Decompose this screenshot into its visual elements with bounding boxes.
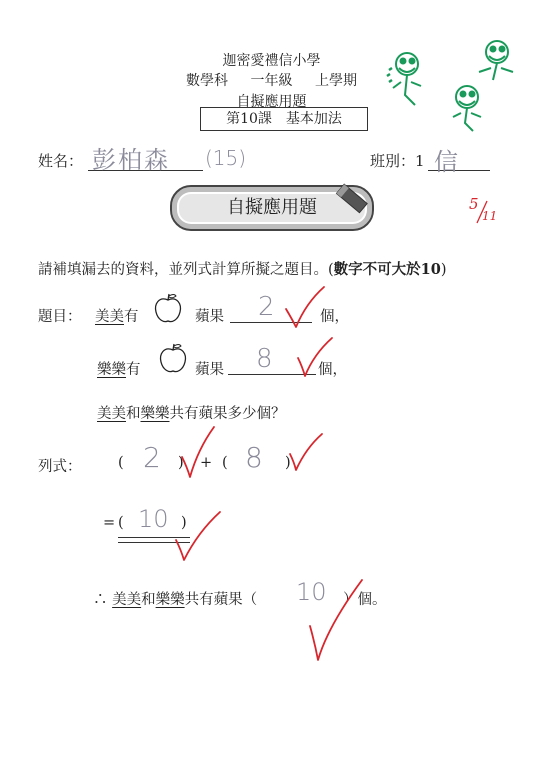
result: 10 <box>138 505 169 533</box>
score-total: 11 <box>482 209 498 223</box>
conclusion-answer: 10 <box>296 578 327 606</box>
has-text: 有 <box>124 309 139 325</box>
name-label: 姓名： <box>38 152 84 170</box>
has-text: 有 <box>126 362 141 378</box>
question-line-1 <box>95 305 139 326</box>
plus-sign: + <box>200 455 213 471</box>
paren-close: ) <box>285 455 291 471</box>
unit-text: 個， <box>318 362 347 378</box>
equation-label: 列式： <box>38 459 82 475</box>
grade: 一年級 <box>250 73 293 89</box>
check-mark-icon <box>178 425 220 481</box>
instruction-text: 請補填漏去的資料，並列式計算所擬之題目。( <box>38 262 334 278</box>
check-mark-icon <box>286 432 326 474</box>
instruction <box>38 258 447 279</box>
dinosaur-stamp-icon <box>375 38 525 138</box>
question-line-3 <box>97 402 286 423</box>
person-name: 美美 <box>112 592 142 608</box>
check-mark-icon <box>294 336 336 382</box>
unit-title: 自擬應用題 <box>236 94 307 110</box>
check-mark-icon <box>306 576 366 664</box>
person-name: 樂樂 <box>140 406 170 422</box>
conclusion <box>93 588 257 609</box>
question-line-2 <box>97 358 141 379</box>
person-name: 美美 <box>97 406 126 422</box>
banner-title: 自擬應用題 <box>170 185 374 231</box>
question-label: 題目： <box>38 309 82 325</box>
conclusion-end: ）個。 <box>343 592 387 608</box>
person-name: 樂樂 <box>155 592 185 608</box>
score-value: 5 <box>469 195 479 213</box>
and-text: 和 <box>126 406 141 422</box>
person-name: 樂樂 <box>97 362 126 378</box>
lesson-box: 第10課 基本加法 <box>200 107 368 131</box>
person-name: 美美 <box>95 309 124 325</box>
class-label: 班別：1 <box>370 152 425 170</box>
therefore-sign: ∴ <box>93 592 108 608</box>
class-value: 信 <box>434 148 458 176</box>
check-mark-icon <box>282 285 330 333</box>
class-field <box>428 142 490 176</box>
and-text: 和 <box>141 592 156 608</box>
term: 上學期 <box>314 73 357 89</box>
paren-close: ) <box>181 515 187 531</box>
answer-2: 8 <box>256 344 273 374</box>
conclusion-text: 共有蘋果（ <box>184 592 258 608</box>
addend-b: 8 <box>245 441 263 474</box>
instruction-end: ) <box>440 262 447 278</box>
check-mark-icon <box>172 510 224 564</box>
equals-sign: = <box>103 515 116 531</box>
paren-open: ( <box>222 455 228 471</box>
school-name: 迦密愛禮信小學 <box>222 53 321 69</box>
student-name: 彭柏森 <box>92 146 170 174</box>
pencil-icon <box>335 178 373 220</box>
student-number: (15) <box>205 146 247 170</box>
apple-icon <box>158 342 188 374</box>
apple-icon <box>153 292 183 324</box>
paren-close: ) <box>178 455 184 471</box>
name-field <box>88 140 203 174</box>
paren-open: ( <box>118 515 124 531</box>
unit-text: 個， <box>320 309 349 325</box>
answer-1: 2 <box>258 292 275 322</box>
item-text: 蘋果 <box>195 309 224 325</box>
addend-a: 2 <box>143 441 161 474</box>
subject: 數學科 <box>186 73 229 89</box>
question-text: 共有蘋果多少個？ <box>169 406 286 422</box>
paren-open: ( <box>118 455 124 471</box>
score-mark <box>465 195 505 231</box>
instruction-bold: 數字不可大於10 <box>333 261 441 278</box>
item-text: 蘋果 <box>195 362 224 378</box>
